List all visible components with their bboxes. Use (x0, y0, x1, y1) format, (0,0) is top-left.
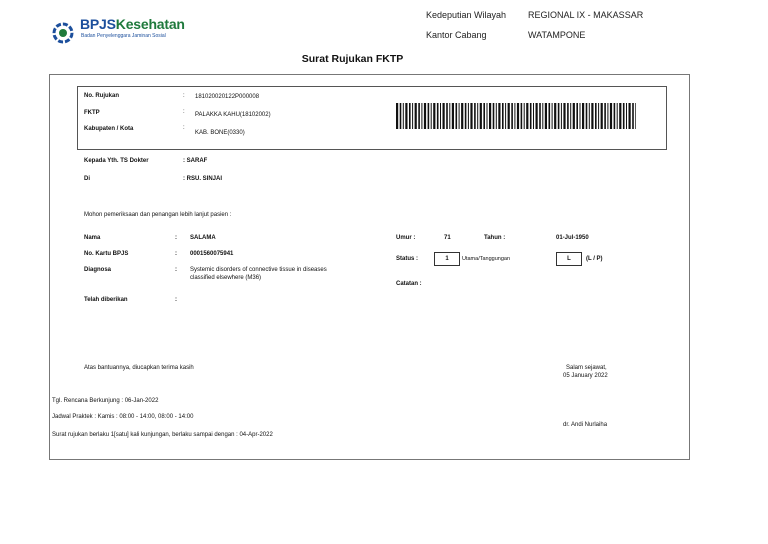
colon: : (175, 251, 177, 257)
logo-subtitle: Badan Penyelenggara Jaminan Sosial (81, 33, 166, 39)
kartu-label: No. Kartu BPJS (84, 251, 129, 257)
status-label: Status : (396, 256, 419, 262)
deputi-label: Kedeputian Wilayah (426, 10, 507, 20)
kabupaten-value: KAB. BONE(0330) (195, 130, 245, 136)
kantor-value: WATAMPONE (528, 30, 586, 40)
umur-label: Umur : (396, 235, 416, 241)
fktp-value: PALAKKA KAHU(18102002) (195, 112, 271, 118)
barcode-image (396, 103, 636, 129)
kepada-value: : SARAF (183, 158, 208, 164)
bpjs-logo-icon (52, 22, 74, 44)
jadwal-praktek: Jadwal Praktek : Kamis : 08:00 - 14:00, 08:00 - 14:00 (52, 414, 194, 420)
status-desc: Utama/Tanggungan (462, 256, 511, 262)
deputi-value: REGIONAL IX - MAKASSAR (528, 10, 644, 20)
di-value: : RSU. SINJAI (183, 176, 223, 182)
colon: : (175, 235, 177, 241)
umur-value: 71 (444, 235, 451, 241)
terima-kasih-text: Atas bantuannya, diucapkan terima kasih (84, 365, 194, 371)
status-box: 1 (434, 252, 460, 266)
nama-label: Nama (84, 235, 101, 241)
catatan-label: Catatan : (396, 281, 422, 287)
mohon-text: Mohon pemeriksaan dan penangan lebih lanjut pasien : (84, 212, 232, 218)
diagnosa-label: Diagnosa (84, 267, 112, 273)
colon: : (183, 109, 185, 115)
diagnosa-value-2: classified elsewhere (M36) (190, 275, 262, 281)
nama-value: SALAMA (190, 235, 216, 241)
kartu-value: 0001560075941 (190, 251, 234, 257)
diagnosa-value-1: Systemic disorders of connective tissue in diseases (190, 267, 327, 273)
kepada-label: Kepada Yth. TS Dokter (84, 158, 149, 164)
logo-title: BPJSKesehatan (80, 16, 185, 32)
masa-berlaku: Surat rujukan berlaku 1[satu] kali kunjungan, berlaku sampai dengan : 04-Apr-2022 (52, 432, 273, 438)
diberikan-label: Telah diberikan (84, 297, 128, 303)
kantor-label: Kantor Cabang (426, 30, 487, 40)
document-title: Surat Rujukan FKTP (301, 53, 404, 65)
jenis-kelamin-desc: (L / P) (586, 256, 603, 262)
jenis-kelamin-box: L (556, 252, 582, 266)
fktp-label: FKTP (84, 110, 100, 116)
tanggal-lahir: 01-Jul-1950 (556, 235, 589, 241)
rencana-berkunjung: Tgl. Rencana Berkunjung : 06-Jan-2022 (52, 398, 159, 404)
no-rujukan-label: No. Rujukan (84, 93, 120, 99)
colon: : (183, 93, 185, 99)
colon: : (183, 125, 185, 131)
tahun-label: Tahun : (484, 235, 506, 241)
kabupaten-label: Kabupaten / Kota (84, 126, 134, 132)
salam-text: Salam sejawat, (566, 365, 607, 371)
colon: : (175, 267, 177, 273)
tanggal-surat: 05 January 2022 (563, 373, 608, 379)
nama-dokter: dr. Andi Nurlaiha (563, 422, 608, 428)
colon: : (175, 297, 177, 303)
di-label: Di (84, 176, 90, 182)
no-rujukan-value: 181020020122P000008 (195, 94, 260, 100)
